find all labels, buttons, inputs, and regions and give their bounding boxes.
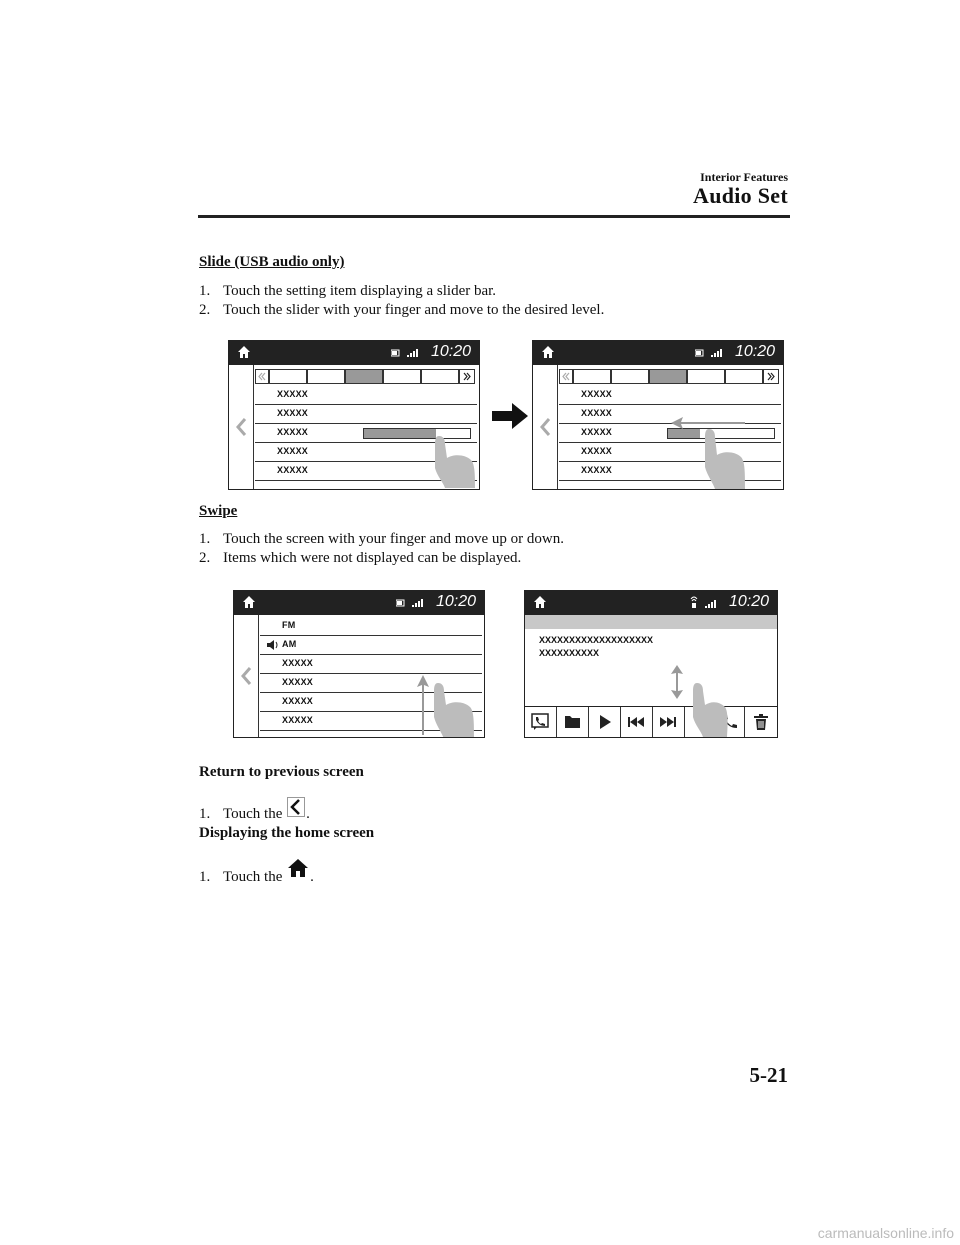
slide-screen-before bbox=[228, 340, 480, 490]
list-item[interactable]: XXXXX bbox=[559, 462, 781, 481]
list-item[interactable]: XXXXX bbox=[559, 386, 781, 405]
left-column bbox=[234, 615, 259, 737]
list-item[interactable]: XXXXX bbox=[260, 655, 482, 674]
speaker-icon bbox=[266, 639, 280, 651]
home-heading: Displaying the home screen bbox=[199, 825, 375, 841]
slide-heading: Slide (USB audio only) bbox=[199, 254, 345, 270]
swipe-list-screen bbox=[233, 590, 485, 738]
clock: 10:20 bbox=[734, 343, 775, 360]
clock: 10:20 bbox=[728, 593, 769, 610]
left-column bbox=[229, 365, 254, 489]
slider-fill bbox=[364, 429, 436, 438]
status-bar bbox=[234, 591, 484, 615]
finger-icon bbox=[701, 429, 747, 489]
tab-2[interactable] bbox=[307, 369, 345, 384]
trash-icon bbox=[754, 714, 768, 730]
list-item-am[interactable]: AM bbox=[260, 636, 482, 655]
tab-1[interactable] bbox=[573, 369, 611, 384]
status-bar bbox=[229, 341, 479, 365]
page-number: 5-21 bbox=[749, 1063, 788, 1087]
back-icon[interactable] bbox=[240, 666, 252, 686]
list-item-slider[interactable]: XXXXX bbox=[255, 424, 477, 443]
back-chevron-icon bbox=[287, 797, 305, 817]
status-bar bbox=[533, 341, 783, 365]
list-item[interactable]: XXXXX bbox=[255, 443, 477, 462]
folder-button[interactable] bbox=[557, 707, 589, 737]
swipe-media-screen bbox=[524, 590, 778, 738]
double-chevron-right-icon bbox=[764, 370, 778, 383]
tab-bar bbox=[559, 369, 781, 384]
return-step-1: 1. Touch the . bbox=[199, 797, 310, 823]
tab-prev[interactable] bbox=[559, 369, 573, 384]
clock: 10:20 bbox=[430, 343, 471, 360]
swipe-heading: Swipe bbox=[199, 503, 238, 519]
home-step-1: 1. Touch the . bbox=[199, 858, 314, 886]
up-arrow-icon bbox=[417, 675, 429, 735]
list-item[interactable]: XXXXX bbox=[559, 405, 781, 424]
tab-4[interactable] bbox=[383, 369, 421, 384]
tab-bar bbox=[255, 369, 477, 384]
watermark: carmanualsonline.info bbox=[817, 1225, 954, 1241]
finger-icon bbox=[689, 683, 729, 737]
slide-step-1: 1. Touch the setting item displaying a slider bar. bbox=[199, 283, 497, 299]
play-icon bbox=[599, 715, 611, 729]
list-item[interactable]: XXXXX bbox=[260, 712, 482, 731]
return-heading: Return to previous screen bbox=[199, 764, 364, 780]
tab-3-selected[interactable] bbox=[345, 369, 383, 384]
status-bar bbox=[525, 591, 777, 615]
up-down-arrow-icon bbox=[671, 665, 683, 699]
home-icon bbox=[287, 858, 309, 878]
tab-5[interactable] bbox=[725, 369, 763, 384]
tab-5[interactable] bbox=[421, 369, 459, 384]
slide-step-2: 2. Touch the slider with your finger and move to the desired level. bbox=[199, 302, 605, 318]
home-icon bbox=[533, 595, 547, 609]
list-item-slider[interactable]: XXXXX bbox=[559, 424, 781, 443]
clock: 10:20 bbox=[435, 593, 476, 610]
track-title: XXXXXXXXXXXXXXXXXXX bbox=[539, 635, 654, 645]
swipe-step-2: 2. Items which were not displayed can be displayed. bbox=[199, 550, 522, 566]
tab-prev[interactable] bbox=[255, 369, 269, 384]
folder-icon bbox=[564, 714, 581, 729]
list-item-fm[interactable]: FM bbox=[260, 617, 482, 636]
home-icon bbox=[541, 345, 555, 359]
list-item[interactable]: XXXXX bbox=[559, 443, 781, 462]
back-icon[interactable] bbox=[235, 417, 247, 437]
double-chevron-left-icon bbox=[256, 370, 268, 383]
home-icon bbox=[237, 345, 251, 359]
battery-signal-icon bbox=[396, 598, 426, 608]
left-column bbox=[533, 365, 558, 489]
tab-1[interactable] bbox=[269, 369, 307, 384]
list-item[interactable]: XXXXX bbox=[260, 693, 482, 712]
battery-signal-icon bbox=[695, 348, 725, 358]
double-chevron-left-icon bbox=[560, 370, 572, 383]
back-icon[interactable] bbox=[539, 417, 551, 437]
double-chevron-right-icon bbox=[460, 370, 474, 383]
phone-chat-icon bbox=[531, 713, 549, 731]
battery-signal-icon bbox=[391, 348, 421, 358]
right-arrow-icon bbox=[492, 403, 528, 429]
bluetooth-signal-icon bbox=[689, 594, 719, 610]
track-artist: XXXXXXXXXX bbox=[539, 648, 600, 658]
previous-track-button[interactable] bbox=[621, 707, 653, 737]
finger-icon bbox=[431, 436, 477, 488]
list-item[interactable]: XXXXX bbox=[255, 462, 477, 481]
slide-screen-after bbox=[532, 340, 784, 490]
tab-2[interactable] bbox=[611, 369, 649, 384]
control-bar bbox=[525, 706, 777, 737]
previous-track-icon bbox=[628, 717, 644, 727]
next-track-icon bbox=[660, 717, 676, 727]
finger-icon bbox=[430, 683, 476, 738]
left-arrow-icon bbox=[671, 417, 745, 429]
slider-fill bbox=[668, 429, 700, 438]
next-track-button[interactable] bbox=[653, 707, 685, 737]
list-item[interactable]: XXXXX bbox=[255, 405, 477, 424]
tab-3-selected[interactable] bbox=[649, 369, 687, 384]
section-label: Interior Features bbox=[700, 170, 788, 184]
home-icon bbox=[242, 595, 256, 609]
tab-4[interactable] bbox=[687, 369, 725, 384]
list-item[interactable]: XXXXX bbox=[260, 674, 482, 693]
header-rule bbox=[198, 215, 790, 218]
swipe-step-1: 1. Touch the screen with your finger and move up or down. bbox=[199, 531, 564, 547]
list-item[interactable]: XXXXX bbox=[255, 386, 477, 405]
tab-next[interactable] bbox=[763, 369, 779, 384]
phone-chat-button[interactable] bbox=[525, 707, 557, 737]
play-button[interactable] bbox=[589, 707, 621, 737]
page-title: Audio Set bbox=[693, 183, 788, 208]
tab-next[interactable] bbox=[459, 369, 475, 384]
delete-button[interactable] bbox=[745, 707, 777, 737]
header-strip bbox=[525, 615, 777, 629]
